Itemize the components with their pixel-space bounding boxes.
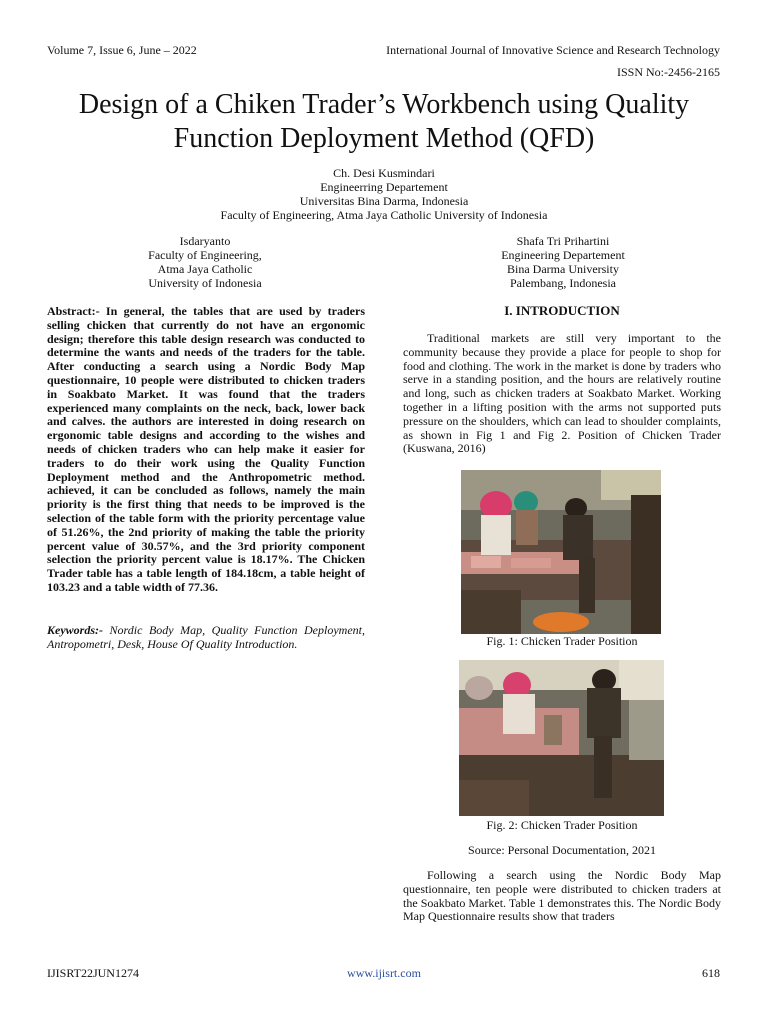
figure-1-photo [461, 470, 661, 634]
footer-page-number: 618 [702, 966, 720, 980]
author-affiliation-line: University of Indonesia [148, 276, 262, 290]
author-dept: Engineerring Departement [320, 180, 448, 194]
keywords-text: Nordic Body Map, Quality Function Deployment, Antropometri, Desk, House Of Quality Introduction. [47, 623, 365, 651]
header-journal: International Journal of Innovative Science and Research Technology [386, 43, 720, 57]
intro-paragraph [403, 332, 721, 456]
author-affiliation: Faculty of Engineering, Atma Jaya Catholic University of Indonesia [220, 208, 548, 222]
intro-paragraph [403, 869, 721, 924]
author-affiliation-line: Faculty of Engineering, [148, 248, 262, 262]
author-name: Ch. Desi Kusmindari [333, 166, 435, 180]
intro-paragraph-text: Following a search using the Nordic Body Map questionnaire, ten people were distributed to chicken traders at the Soakbato Market. Table 1 demonstrates this. The Nordic Body Map Questionnaire results show that traders [403, 868, 721, 924]
header-volume: Volume 7, Issue 6, June – 2022 [47, 43, 197, 57]
keywords-label: Keywords:- [47, 623, 103, 637]
author-univ: Universitas Bina Darma, Indonesia [299, 194, 469, 208]
author-left [90, 234, 320, 290]
figure-1-caption: Fig. 1: Chicken Trader Position [486, 634, 638, 648]
author-primary [84, 166, 684, 222]
author-name: Shafa Tri Prihartini [516, 234, 610, 248]
footer-article-id: IJISRT22JUN1274 [47, 966, 139, 980]
section-heading-introduction: I. INTRODUCTION [504, 303, 620, 318]
figure-2-caption: Fig. 2: Chicken Trader Position [486, 818, 638, 832]
footer-url-link[interactable]: www.ijisrt.com [347, 966, 421, 980]
author-affiliation-line: Palembang, Indonesia [510, 276, 616, 290]
figure-source: Source: Personal Documentation, 2021 [468, 843, 656, 857]
author-affiliation-line: Engineering Departement [501, 248, 625, 262]
figure-2-photo [459, 660, 664, 816]
author-affiliation-line: Bina Darma University [507, 262, 619, 276]
author-affiliation-line: Atma Jaya Catholic [157, 262, 253, 276]
header-issn: ISSN No:-2456-2165 [616, 65, 720, 79]
footer-url [0, 966, 768, 981]
author-name: Isdaryanto [179, 234, 231, 248]
keywords [47, 624, 365, 652]
author-right [448, 234, 678, 290]
paper-title: Design of a Chiken Trader’s Workbench using Quality Function Deployment Method (QFD) [78, 89, 690, 154]
abstract: Abstract:- In general, the tables that are used by traders selling chicken that currently do not have an ergonomic design; therefore this table design research was conducted to determine the wants and needs of the traders for the table. After conducting a search using a Nordic Body Map questionnaire, 10 people were distributed to chicken traders in Soakbato Market. It was found that the traders experienced many complaints on the neck, back, lower back and calves. the authors are interested in doing research on ergonomic table designs and according to the wishes and needs of chicken traders who can help make it easier for traders to do their work using the Quality Function Deployment method and the Anthropometric method. achieved, it can be concluded as follows, namely the main priority is the first thing that needs to be improved is the selection of the table form with the priority percentage value of 51.26%, the 2nd priority of making the table the priority percent value of 30.57%, and the 3rd priority component selection the priority percent value is 18.17%. The Chicken Trader table has a table length of 184.18cm, a table height of 103.23 and a table width of 77.36. [47, 304, 365, 594]
intro-paragraph-text: Traditional markets are still very important to the community because they provide a place for people to shop for food and clothing. The work in the market is done by traders who serve in a standing position, and the hours are relatively routine and long, such as chicken traders at Soakbato Market. Working together in a lifting position with the arms not supported puts pressure on the shoulders, which can lead to shoulder complaints, as shown in Fig 1 and Fig 2. Position of Chicken Trader (Kuswana, 2016) [403, 331, 721, 456]
